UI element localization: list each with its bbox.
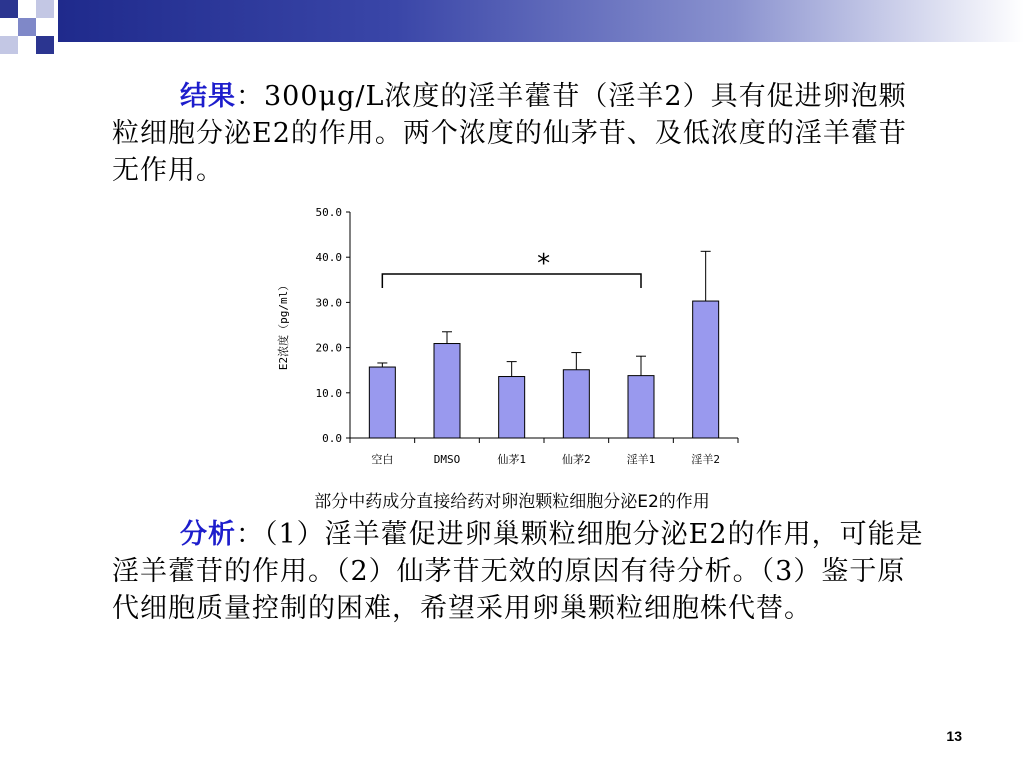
analysis-paragraph: [112, 516, 932, 627]
y-tick-label: 20.0: [315, 341, 342, 355]
analysis-text: （1）淫羊藿促进卵巢颗粒细胞分泌E2的作用，可能是淫羊藿苷的作用。（2）仙茅苷无效的原因有待分析。（3）鉴于原代细胞质量控制的困难，希望采用卵巢颗粒细胞株代替。: [112, 519, 924, 624]
title-bar: [58, 0, 1024, 42]
corner-block: [36, 36, 54, 54]
result-paragraph: [112, 78, 932, 188]
bar: [563, 370, 589, 438]
y-tick-label: 30.0: [315, 296, 342, 310]
chart-caption: 部分中药成分直接给药对卵泡颗粒细胞分泌E2的作用: [314, 492, 710, 512]
y-tick-label: 10.0: [315, 386, 342, 400]
corner-block: [36, 0, 54, 18]
analysis-keyword: 分析: [180, 519, 236, 550]
significance-marker: *: [537, 249, 551, 279]
result-text: 300μg/L浓度的淫羊藿苷（淫羊2）具有促进卵泡颗粒细胞分泌E2的作用。两个浓度的仙茅苷、及低浓度的淫羊藿苷无作用。: [112, 81, 907, 186]
x-tick-label: 仙茅2: [562, 453, 591, 466]
corner-block: [18, 18, 36, 36]
significance-bracket: [382, 274, 641, 288]
bar: [499, 377, 525, 438]
y-axis-label: E2浓度（pg/ml）: [277, 279, 290, 371]
x-tick-label: 空白: [371, 453, 394, 466]
result-keyword: 结果: [180, 81, 236, 112]
x-tick-label: 淫羊2: [691, 453, 720, 466]
bar: [628, 376, 654, 438]
y-tick-label: 40.0: [315, 251, 342, 265]
analysis-separator: ：: [236, 519, 264, 550]
result-separator: ：: [236, 81, 264, 112]
corner-block: [0, 0, 18, 18]
page-number: 13: [946, 728, 962, 744]
x-tick-label: 仙茅1: [497, 453, 526, 466]
corner-block: [0, 36, 18, 54]
bar: [434, 344, 460, 438]
y-tick-label: 0.0: [322, 432, 342, 445]
y-tick-label: 50.0: [315, 206, 342, 219]
x-tick-label: DMSO: [433, 453, 461, 466]
x-tick-label: 淫羊1: [626, 453, 656, 466]
bar: [369, 367, 395, 438]
bar: [693, 301, 719, 438]
